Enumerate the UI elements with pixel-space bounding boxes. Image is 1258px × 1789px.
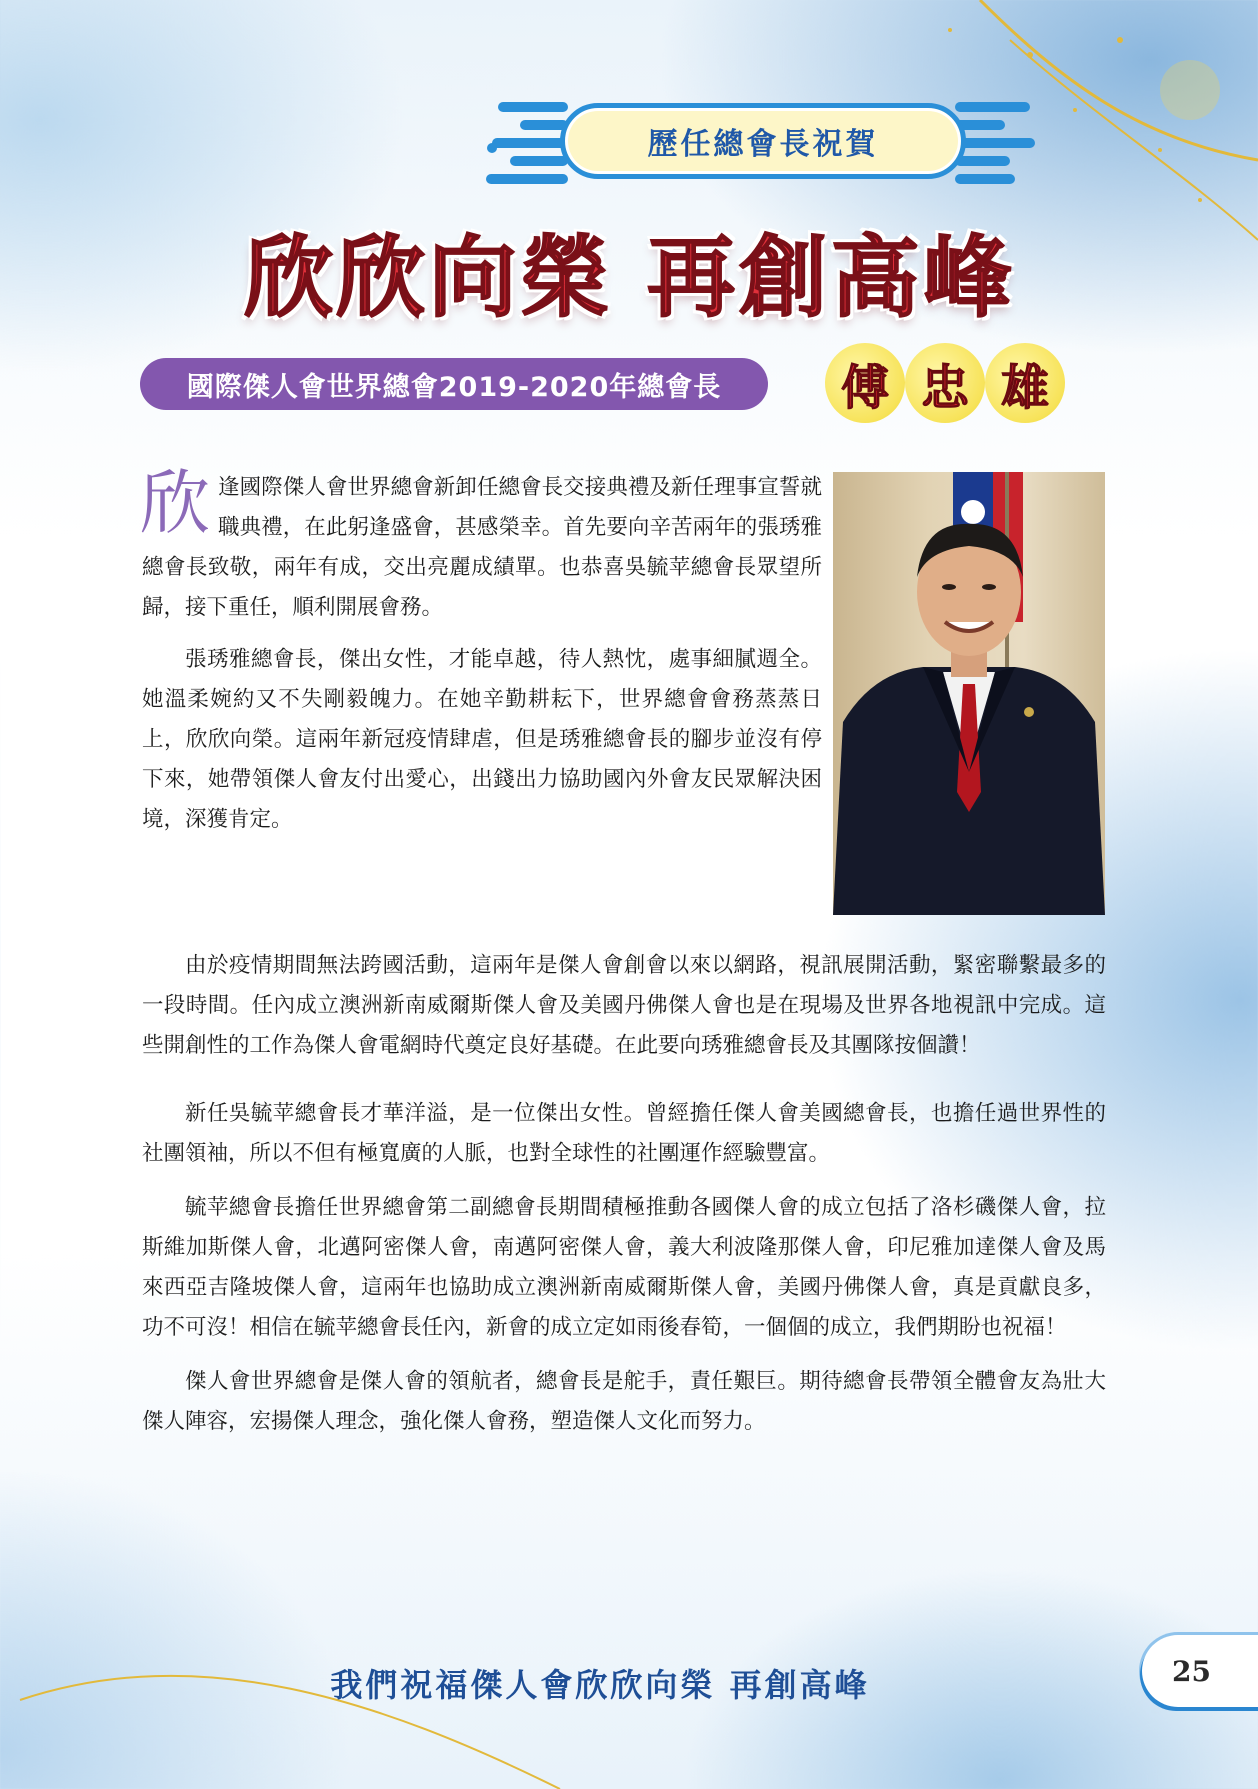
closing-blessing: 我們祝福傑人會欣欣向榮 再創高峰 [330,1666,870,1704]
author-name [825,343,1065,425]
paragraph-4: 新任吳毓苹總會長才華洋溢，是一位傑出女性。曾經擔任傑人會美國總會長，也擔任過世界性的社團領袖，所以不但有極寬廣的人脈，也對全球性的社團運作經驗豐富。 [142,1101,1106,1166]
paragraph-1 [140,462,822,628]
paragraph-1-text: 逢國際傑人會世界總會新卸任總會長交接典禮及新任理事宣誓就職典禮，在此躬逢盛會，甚感榮幸。首先要向辛苦兩年的張琇雅總會長致敬，兩年有成，交出亮麗成績單。也恭喜吳毓苹總會長眾望所歸，接下重任，順利開展會務。 [142,475,822,620]
article-column-full [142,946,1106,1442]
article-column-top [140,462,822,840]
page-number: 25 [1142,1635,1258,1707]
paragraph-6: 傑人會世界總會是傑人會的領航者，總會長是舵手，責任艱巨。期待總會長帶領全體會友為壯大傑人陣容，宏揚傑人理念，強化傑人會務，塑造傑人文化而努力。 [142,1369,1106,1434]
dropcap: 欣 [140,462,210,544]
section-label: 歷任總會長祝賀 [647,127,879,162]
portrait-photo [833,472,1105,915]
paragraph-5: 毓苹總會長擔任世界總會第二副總會長期間積極推動各國傑人會的成立包括了洛杉磯傑人會，拉斯維加斯傑人會，北邁阿密傑人會，南邁阿密傑人會，義大利波隆那傑人會，印尼雅加達傑人會及馬來西亞吉隆坡傑人會，這兩年也協助成立澳洲新南威爾斯傑人會，美國丹佛傑人會，真是貢獻良多，功不可沒！相信在毓苹總會長任內，新會的成立定如雨後春筍，一個個的成立，我們期盼也祝福！ [142,1195,1106,1340]
paragraph-3: 由於疫情期間無法跨國活動，這兩年是傑人會創會以來以網路，視訊展開活動，緊密聯繫最多的一段時間。任內成立澳洲新南威爾斯傑人會及美國丹佛傑人會也是在現場及世界各地視訊中完成。這些開創性的工作為傑人會電網時代奠定良好基礎。在此要向琇雅總會長及其團隊按個讚！ [142,953,1106,1058]
author-position-badge: 國際傑人會世界總會2019-2020年總會長 [140,358,768,410]
author-name-char-2: 忠 [905,343,985,423]
page-title: 欣欣向榮 再創高峰 [244,225,1016,329]
section-banner [560,103,966,179]
author-name-char-3: 雄 [985,343,1065,423]
paragraph-2: 張琇雅總會長，傑出女性，才能卓越，待人熱忱，處事細膩週全。她溫柔婉約又不失剛毅魄力。在她辛勤耕耘下，世界總會會務蒸蒸日上，欣欣向榮。這兩年新冠疫情肆虐，但是琇雅總會長的腳步並沒有停下來，她帶領傑人會友付出愛心，出錢出力協助國內外會友民眾解決困境，深獲肯定。 [142,647,822,832]
author-name-char-1: 傅 [825,343,905,423]
